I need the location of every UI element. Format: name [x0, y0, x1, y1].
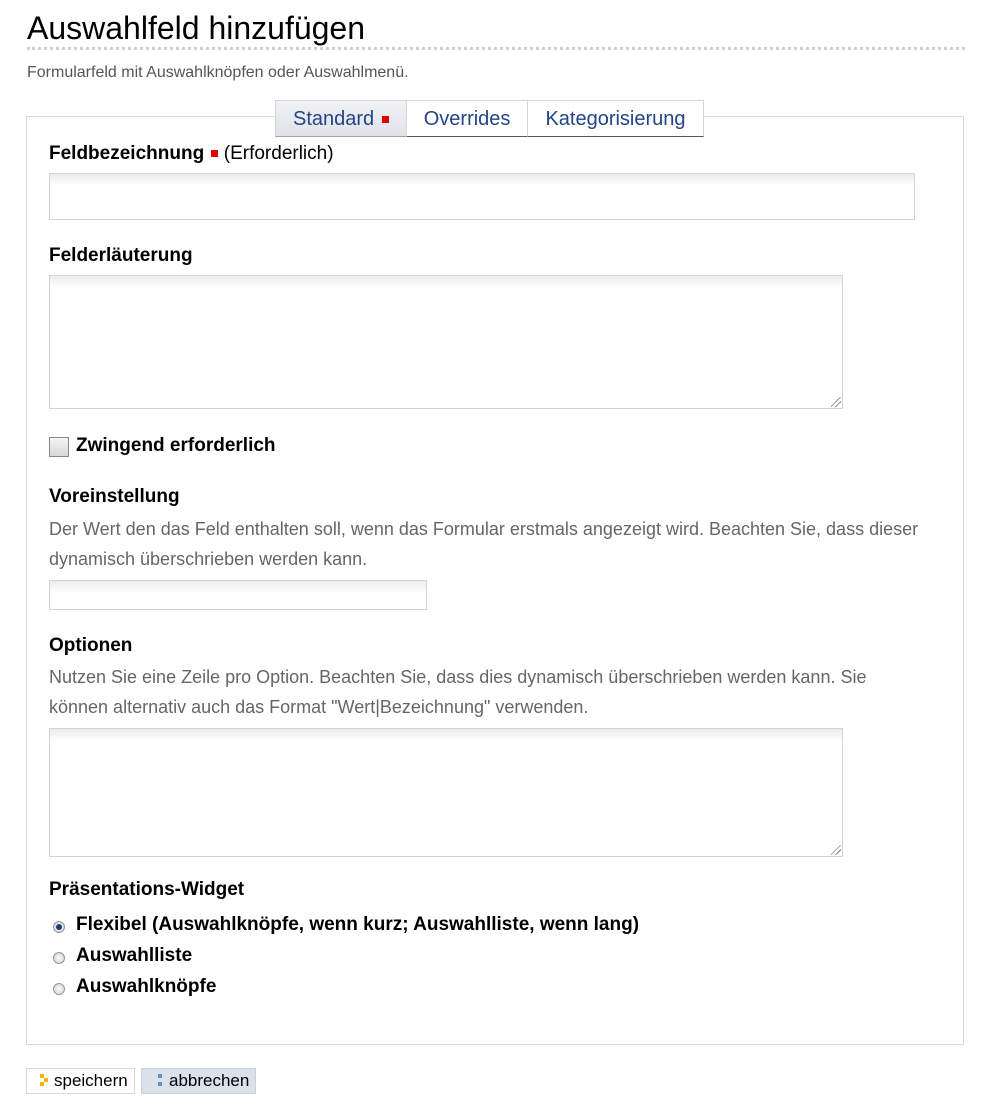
save-icon [40, 1074, 48, 1088]
radio-flexibel[interactable] [53, 921, 65, 933]
tab-kategorisierung-label: Kategorisierung [545, 108, 686, 130]
options-textarea[interactable] [49, 728, 843, 857]
field-label-input[interactable] [49, 173, 915, 220]
radio-auswahlliste[interactable] [53, 952, 65, 964]
field-label-text: Feldbezeichnung [49, 143, 205, 164]
radio-auswahlknoepfe[interactable] [53, 983, 65, 995]
page-description: Formularfeld mit Auswahlknöpfen oder Auswahlmenü. [27, 64, 409, 81]
required-checkbox-label: Zwingend erforderlich [76, 435, 276, 456]
radio-flexibel-label[interactable]: Flexibel (Auswahlknöpfe, wenn kurz; Auswahlliste, wenn lang) [76, 914, 640, 935]
cancel-button-label: abbrechen [169, 1071, 250, 1090]
required-marker-icon [382, 116, 389, 123]
field-description-textarea[interactable] [49, 275, 843, 409]
radio-auswahlknoepfe-label[interactable]: Auswahlknöpfe [76, 976, 217, 997]
tab-overrides-label: Overrides [423, 108, 511, 130]
cancel-icon [155, 1074, 163, 1088]
resize-handle-icon[interactable] [831, 397, 841, 407]
required-text: (Erforderlich) [223, 143, 334, 164]
tab-overrides[interactable] [407, 101, 529, 137]
cancel-button[interactable] [141, 1068, 256, 1094]
tab-standard-label: Standard [293, 108, 375, 130]
save-button-label: speichern [54, 1071, 128, 1090]
default-value-label: Voreinstellung [49, 486, 180, 507]
radio-auswahlliste-label[interactable]: Auswahlliste [76, 945, 193, 966]
options-label: Optionen [49, 635, 133, 656]
options-help: Nutzen Sie eine Zeile pro Option. Beachten Sie, dass dies dynamisch überschrieben werden kann. Sie können alternativ auch das Format "Wert|Bezeichnung" verwenden. [49, 667, 867, 717]
tab-bar [275, 100, 704, 138]
field-label-heading [49, 142, 334, 166]
default-value-help: Der Wert den das Feld enthalten soll, wenn das Formular erstmals angezeigt wird. Beachten Sie, dass dieser dynamisch überschrieben werden kann. [49, 519, 919, 569]
field-description-label: Felderläuterung [49, 245, 193, 266]
required-checkbox[interactable] [49, 437, 69, 457]
widget-label: Präsentations-Widget [49, 879, 245, 900]
tab-kategorisierung[interactable] [528, 101, 703, 137]
tab-standard[interactable] [275, 101, 407, 137]
default-value-input[interactable] [49, 580, 427, 610]
title-divider [27, 47, 965, 50]
save-button[interactable] [26, 1068, 135, 1094]
page-title: Auswahlfeld hinzufügen [27, 10, 366, 46]
required-marker-icon [211, 150, 218, 157]
resize-handle-icon[interactable] [831, 845, 841, 855]
